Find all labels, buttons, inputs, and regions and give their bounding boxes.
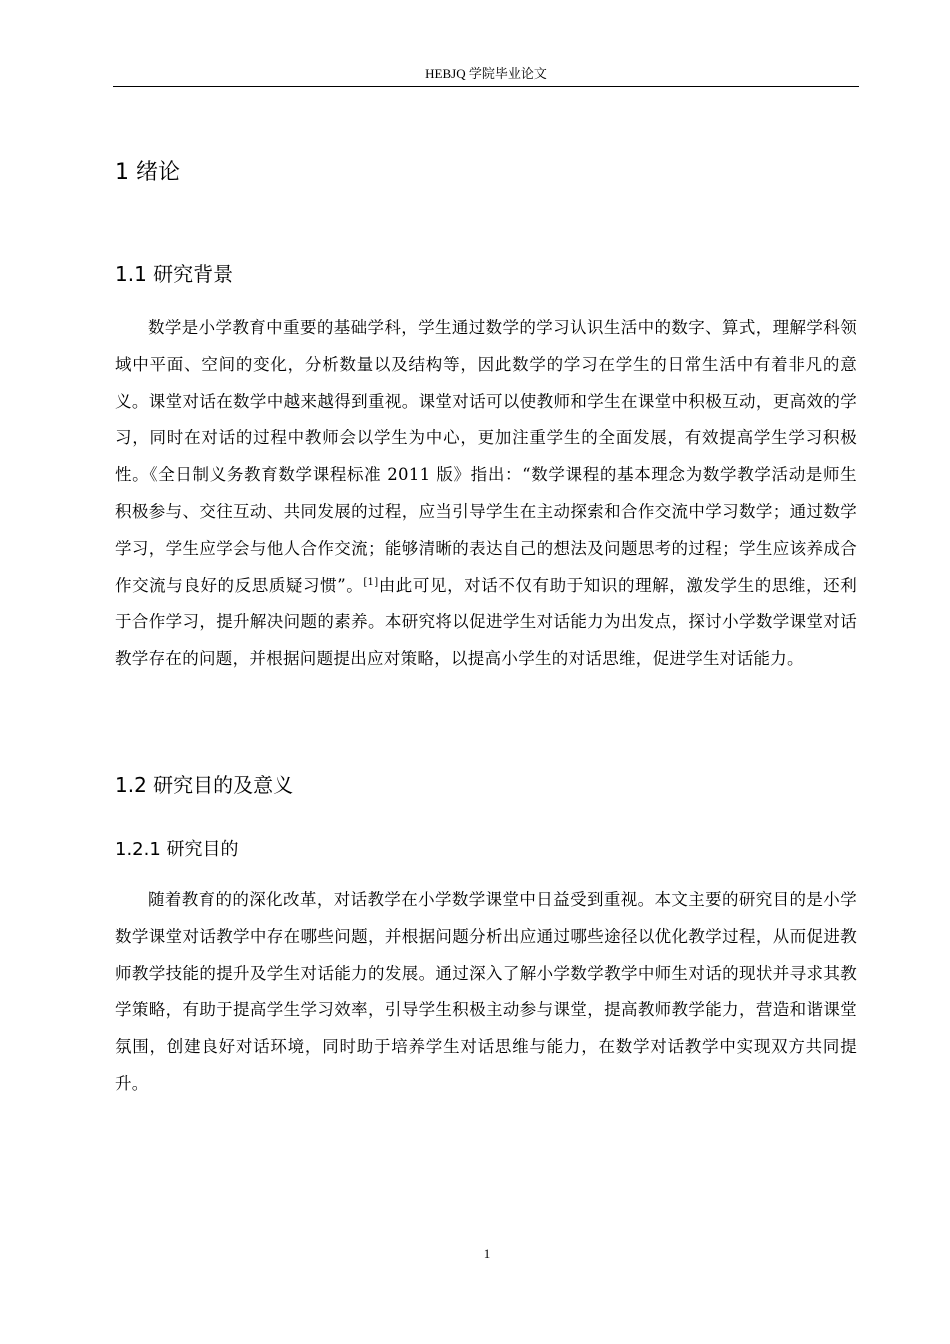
background-paragraph-text-continued: 由此可见，对话不仅有助于知识的理解，激发学生的思维，还利于合作学习，提升解决问题的素养。本研究将以促进学生对话能力为出发点，探讨小学数学课堂对话教学存在的问题，并根据问题提出应对策略，以提高小学生的对话思维，促进学生对话能力。 <box>115 575 857 669</box>
section-heading-1-2: 1.2 研究目的及意义 <box>115 773 294 797</box>
background-paragraph-text: 数学是小学教育中重要的基础学科，学生通过数学的学习认识生活中的数字、算式，理解学科领域中平面、空间的变化，分析数量以及结构等，因此数学的学习在学生的日常生活中有着非凡的意义。课堂对话在数学中越来越得到重视。课堂对话可以使教师和学生在课堂中积极互动，更高效的学习，同时在对话的过程中教师会以学生为中心，更加注重学生的全面发展，有效提高学生学习积极性。《全日制义务教育数学课程标准 2011 版》指出：“数学课程的基本理念为数学教学活动是师生积极参与、交往互动、共同发展的过程，应当引导学生在主动探索和合作交流中学习数学；通过数学学习，学生应学会与他人合作交流；能够清晰的表达自己的想法及问题思考的过程；学生应该养成合作交流与良好的反思质疑习惯”。 <box>115 318 857 595</box>
research-purpose-paragraph: 随着教育的的深化改革，对话教学在小学数学课堂中日益受到重视。本文主要的研究目的是小学数学课堂对话教学中存在哪些问题，并根据问题分析出应通过哪些途径以优化教学过程，从而促进教师教学技能的提升及学生对话能力的发展。通过深入了解小学数学教学中师生对话的现状并寻求其教学策略，有助于提高学生学习效率，引导学生积极主动参与课堂，提高教师教学能力，营造和谐课堂氛围，创建良好对话环境，同时助于培养学生对话思维与能力，在数学对话教学中实现双方共同提升。 <box>115 890 857 1093</box>
citation-mark[interactable]: [1] <box>363 576 379 588</box>
chapter-heading: 1 绪论 <box>115 160 180 185</box>
section-heading-1-1: 1.1 研究背景 <box>115 262 234 286</box>
running-header: HEBJQ 学院毕业论文 <box>425 66 547 81</box>
page-number: 1 <box>483 1246 491 1261</box>
background-paragraph <box>115 310 857 678</box>
header-rule <box>113 86 859 87</box>
subsection-heading-1-2-1: 1.2.1 研究目的 <box>115 839 239 860</box>
